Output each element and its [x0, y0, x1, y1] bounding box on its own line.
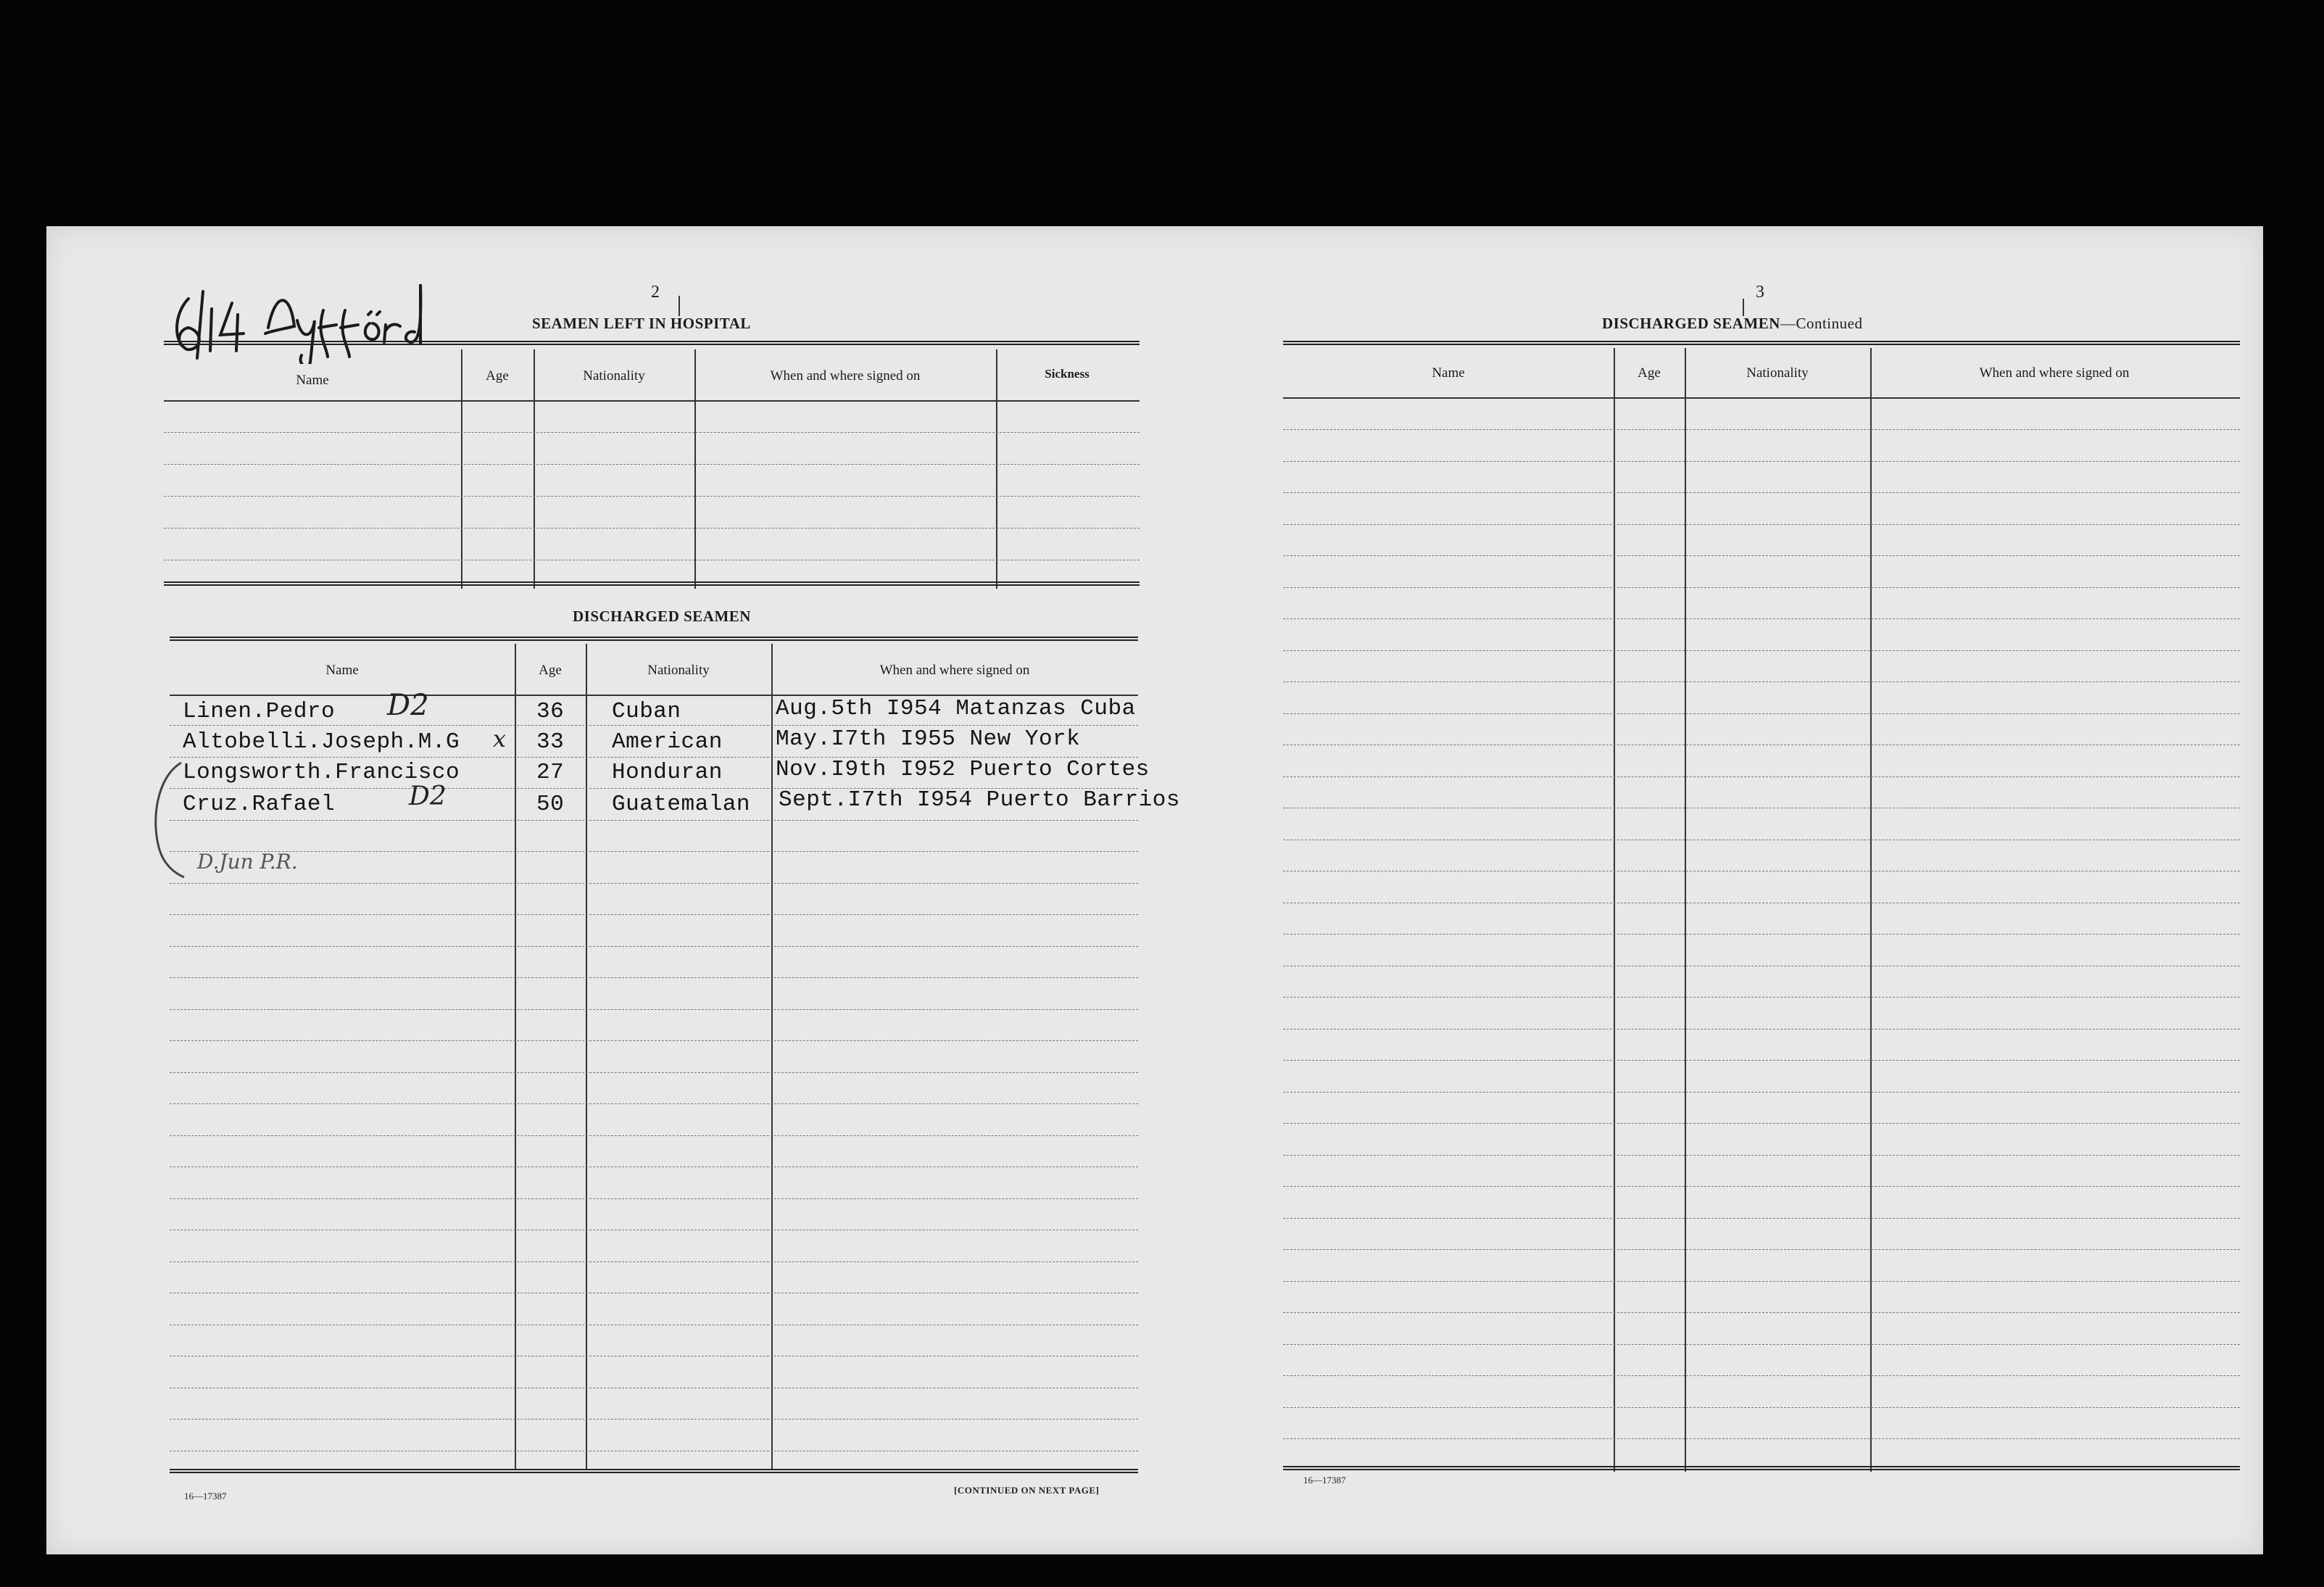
left-page [116, 226, 1180, 1554]
seaman-age: 50 [536, 792, 565, 817]
row-line [170, 946, 1138, 947]
row-line [1283, 934, 2240, 935]
col-head-sickness: Sickness [1045, 367, 1090, 381]
seaman-signed-on: Aug.5th I954 Matanzas Cuba [776, 696, 1136, 721]
row-line [170, 820, 1138, 821]
discharged-continued-title [1602, 315, 1862, 333]
row-line [170, 1419, 1138, 1420]
col-head-nationality: Nationality [1746, 365, 1809, 381]
col-head-age: Age [1638, 365, 1661, 381]
row-line [1283, 461, 2240, 462]
col-divider [1685, 348, 1686, 1472]
handwritten-bracket [149, 755, 193, 886]
margin-note: D.Jun P.R. [197, 850, 298, 874]
col-divider [694, 349, 696, 589]
discharged-section-title: DISCHARGED SEAMEN [573, 608, 751, 625]
section-title-suffix: —Continued [1780, 315, 1863, 332]
seaman-age: 36 [536, 699, 565, 724]
row-line [1283, 1092, 2240, 1093]
seaman-name: Longsworth.Francisco [183, 760, 460, 785]
ledger-paper [46, 226, 2263, 1554]
seaman-age: 33 [536, 729, 565, 755]
row-line [170, 1040, 1138, 1041]
seaman-age: 27 [536, 760, 565, 785]
handwritten-mark: D2 [387, 689, 429, 722]
col-head-signed-on: When and where signed on [1979, 365, 2130, 381]
handwritten-mark: x [493, 725, 507, 753]
col-divider [515, 644, 516, 1470]
seaman-signed-on: Nov.I9th I952 Puerto Cortes [776, 757, 1150, 782]
seaman-signed-on: May.I7th I955 New York [776, 726, 1081, 752]
table-bottom-rule [164, 581, 1140, 586]
form-number: 16—17387 [1303, 1475, 1346, 1486]
row-line [1283, 524, 2240, 525]
seaman-nationality: Honduran [612, 760, 723, 785]
table-bottom-rule [170, 1469, 1138, 1473]
row-line [1283, 1186, 2240, 1187]
row-line [1283, 587, 2240, 588]
col-head-nationality: Nationality [583, 368, 645, 384]
row-line [170, 1072, 1138, 1073]
section-title-text: DISCHARGED SEAMEN [1602, 315, 1780, 332]
row-line [170, 1009, 1138, 1010]
row-line [164, 464, 1140, 465]
page-number-tick [1743, 299, 1744, 316]
row-line [170, 851, 1138, 852]
page-number: 3 [1756, 283, 1764, 302]
seaman-name: Altobelli.Joseph.M.G [183, 729, 460, 755]
hospital-section-title: SEAMEN LEFT IN HOSPITAL [532, 315, 751, 332]
col-head-signed-on: When and where signed on [770, 368, 921, 384]
row-line [1283, 429, 2240, 430]
col-divider [586, 644, 587, 1470]
header-rule [1283, 397, 2240, 399]
seaman-name: Linen.Pedro [183, 699, 336, 724]
row-line [1283, 1312, 2240, 1313]
col-divider [1870, 348, 1872, 1472]
row-line [1283, 1218, 2240, 1219]
col-head-name: Name [1432, 365, 1465, 381]
col-head-name: Name [296, 373, 329, 388]
row-line [1283, 1375, 2240, 1376]
row-line [1283, 1123, 2240, 1124]
table-top-rule [170, 637, 1138, 641]
continued-note: [CONTINUED ON NEXT PAGE] [954, 1485, 1100, 1496]
row-line [1283, 618, 2240, 619]
row-line [170, 725, 1138, 726]
col-head-name: Name [325, 663, 359, 678]
table-bottom-rule [1283, 1466, 2240, 1470]
row-line [170, 883, 1138, 884]
seaman-nationality: Cuban [612, 699, 681, 724]
row-line [1283, 555, 2240, 556]
form-number: 16—17387 [184, 1491, 227, 1501]
row-line [170, 1261, 1138, 1262]
table-top-rule [1283, 341, 2240, 345]
col-divider [996, 349, 997, 589]
row-line [170, 1103, 1138, 1104]
row-line [1283, 1060, 2240, 1061]
right-page [1235, 226, 2243, 1554]
row-line [1283, 1249, 2240, 1250]
page-number: 2 [651, 283, 660, 302]
handwritten-mark: D2 [409, 782, 447, 811]
row-line [1283, 713, 2240, 714]
col-head-signed-on: When and where signed on [879, 663, 1030, 678]
row-line [1283, 650, 2240, 651]
col-head-age: Age [539, 663, 562, 678]
row-line [170, 1198, 1138, 1199]
col-head-nationality: Nationality [647, 663, 710, 678]
row-line [1283, 1281, 2240, 1282]
header-rule [164, 400, 1140, 402]
seaman-name: Cruz.Rafael [183, 792, 336, 817]
row-line [1283, 1438, 2240, 1439]
discharged-continued-table [1283, 341, 2240, 1472]
col-divider [461, 349, 462, 589]
row-line [1283, 997, 2240, 998]
seaman-nationality: Guatemalan [612, 792, 751, 817]
seaman-nationality: American [612, 729, 723, 755]
seaman-signed-on: Sept.I7th I954 Puerto Barrios [779, 787, 1180, 813]
row-line [1283, 1407, 2240, 1408]
row-line [1283, 681, 2240, 682]
hospital-table [164, 341, 1140, 587]
col-divider [1614, 348, 1615, 1472]
discharged-table [170, 637, 1180, 1478]
row-line [1283, 1155, 2240, 1156]
row-line [170, 914, 1138, 915]
row-line [1283, 1344, 2240, 1345]
row-line [164, 496, 1140, 497]
row-line [1283, 492, 2240, 493]
row-line [164, 528, 1140, 529]
row-line [170, 1135, 1138, 1136]
col-divider [534, 349, 535, 589]
page-number-tick [678, 296, 680, 316]
row-line [164, 432, 1140, 433]
table-top-rule [164, 341, 1140, 345]
col-head-age: Age [486, 368, 509, 384]
row-line [170, 977, 1138, 978]
col-divider [771, 644, 773, 1470]
row-line [1283, 776, 2240, 777]
